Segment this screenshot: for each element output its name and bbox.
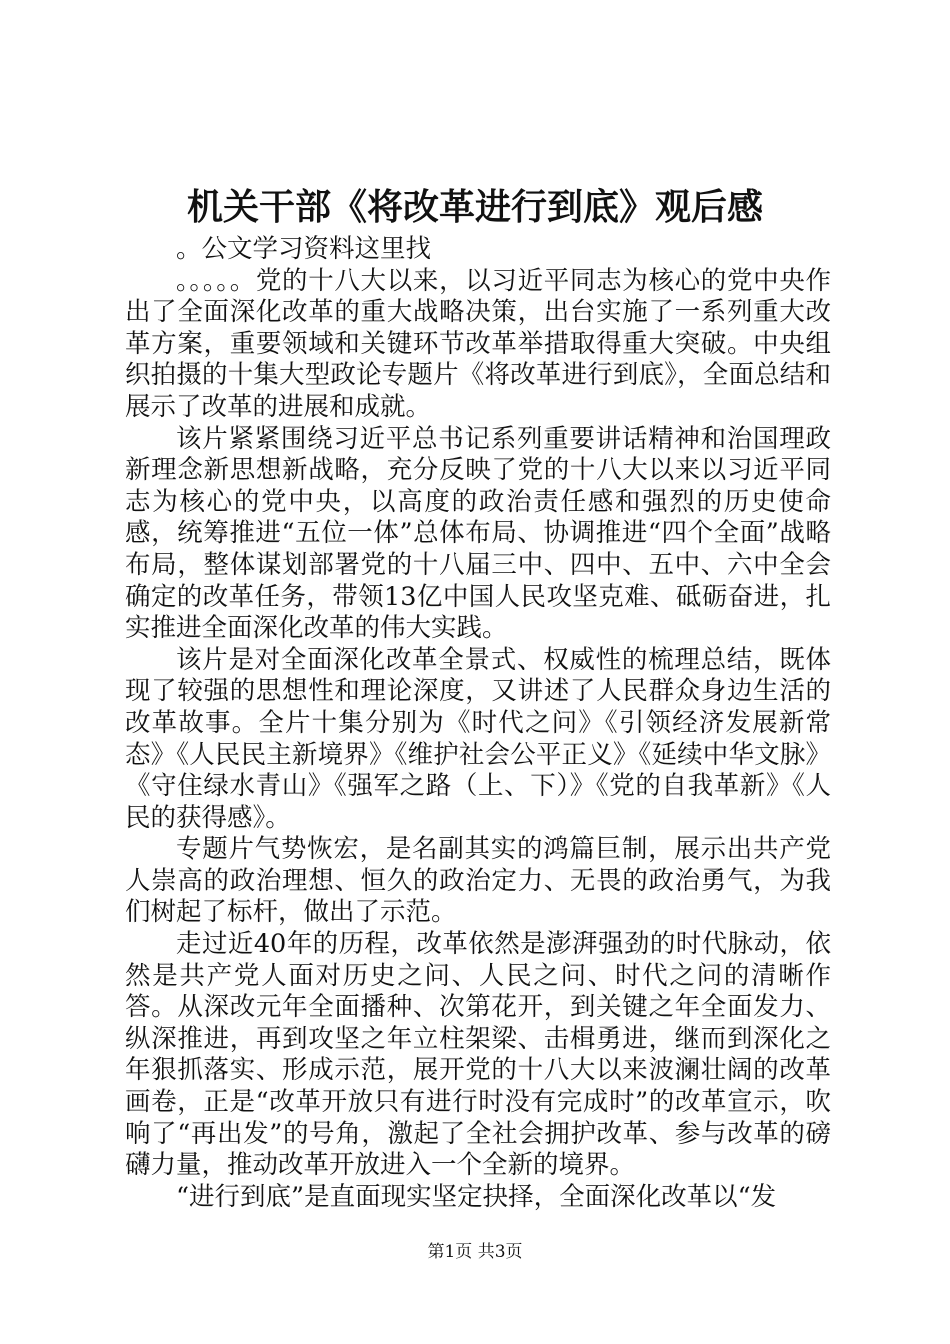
- document-body: [125, 234, 831, 1213]
- paragraph: 。。。。。党的十八大以来，以习近平同志为核心的党中央作出了全面深化改革的重大战略决策，出台实施了一系列重大改革方案，重要领域和关键环节改革举措取得重大突破。中央组织拍摄的十集大型政论专题片《将改革进行到底》，全面总结和展示了改革的进展和成就。: [125, 265, 831, 422]
- paragraph: 走过近40年的历程，改革依然是澎湃强劲的时代脉动，依然是共产党人面对历史之问、人民之问、时代之问的清晰作答。从深改元年全面播种、次第花开，到关键之年全面发力、纵深推进，再到攻坚之年立柱架梁、击楫勇进，继而到深化之年狠抓落实、形成示范，展开党的十八大以来波澜壮阔的改革画卷，正是“改革开放只有进行时没有完成时”的改革宣示，吹响了“再出发”的号角，激起了全社会拥护改革、参与改革的磅礴力量，推动改革开放进入一个全新的境界。: [125, 929, 831, 1181]
- page-number-footer: 第1页 共3页: [427, 1242, 523, 1262]
- paragraph: 该片是对全面深化改革全景式、权威性的梳理总结，既体现了较强的思想性和理论深度，又讲述了人民群众身边生活的改革故事。全片十集分别为《时代之问》《引领经济发展新常态》《人民民主新境界》《维护社会公平正义》《延续中华文脉》《守住绿水青山》《强军之路（上、下）》《党的自我革新》《人民的获得感》。: [125, 644, 831, 833]
- paragraph: “进行到底”是直面现实坚定抉择，全面深化改革以“发: [176, 1181, 777, 1212]
- document-title: 机关干部《将改革进行到底》观后感: [186, 186, 763, 228]
- paragraph: 该片紧紧围绕习近平总书记系列重要讲话精神和治国理政新理念新思想新战略，充分反映了党的十八大以来以习近平同志为核心的党中央，以高度的政治责任感和强烈的历史使命感，统筹推进“五位一体”总体布局、协调推进“四个全面”战略布局，整体谋划部署党的十八届三中、四中、五中、六中全会确定的改革任务，带领13亿中国人民攻坚克难、砥砺奋进，扎实推进全面深化改革的伟大实践。: [125, 423, 831, 644]
- paragraph: 。公文学习资料这里找: [176, 234, 432, 264]
- paragraph: 专题片气势恢宏，是名副其实的鸿篇巨制，展示出共产党人崇高的政治理想、恒久的政治定力、无畏的政治勇气，为我们树起了标杆，做出了示范。: [125, 834, 831, 928]
